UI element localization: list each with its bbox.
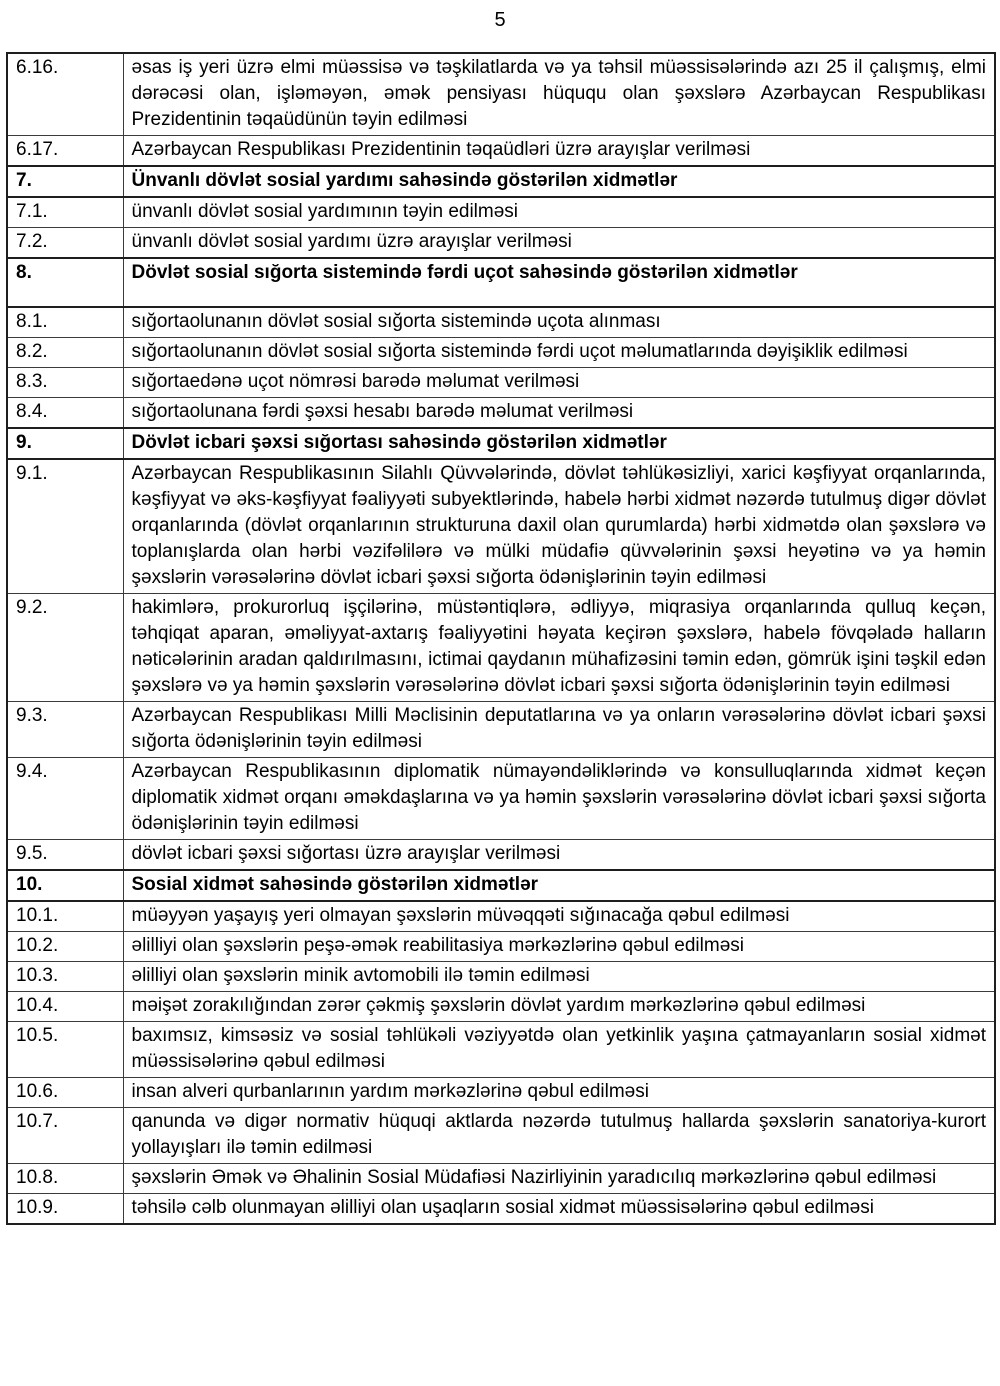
row-number-cell: 8. xyxy=(7,258,123,307)
row-number-cell: 8.4. xyxy=(7,398,123,429)
table-row xyxy=(7,594,995,702)
table-row xyxy=(7,398,995,429)
table-row xyxy=(7,368,995,398)
table-row xyxy=(7,1164,995,1194)
row-number-cell: 9.3. xyxy=(7,702,123,758)
row-text-cell: Dövlət sosial sığorta sistemində fərdi uçot sahəsində göstərilən xidmətlər xyxy=(123,258,995,307)
row-text-cell: sığortaolunana fərdi şəxsi hesabı barədə məlumat verilməsi xyxy=(123,398,995,429)
row-number-cell: 9.5. xyxy=(7,840,123,871)
row-text-cell: Dövlət icbari şəxsi sığortası sahəsində göstərilən xidmətlər xyxy=(123,428,995,459)
row-text-cell: sığortaolunanın dövlət sosial sığorta sistemində uçota alınması xyxy=(123,307,995,338)
row-number-cell: 10.1. xyxy=(7,901,123,932)
row-text-cell: əlilliyi olan şəxslərin peşə-əmək reabilitasiya mərkəzlərinə qəbul edilməsi xyxy=(123,932,995,962)
row-number-cell: 9.1. xyxy=(7,459,123,594)
row-text-cell: müəyyən yaşayış yeri olmayan şəxslərin müvəqqəti sığınacağa qəbul edilməsi xyxy=(123,901,995,932)
row-number-cell: 9.4. xyxy=(7,758,123,840)
row-number-cell: 10.2. xyxy=(7,932,123,962)
table-row xyxy=(7,307,995,338)
row-text-cell: Sosial xidmət sahəsində göstərilən xidmətlər xyxy=(123,870,995,901)
row-text-cell: Azərbaycan Respublikası Milli Məclisinin deputatlarına və ya onların vərəsələrinə dövlət icbari şəxsi sığorta ödənişlərinin təyin edilməsi xyxy=(123,702,995,758)
row-text-cell: ünvanlı dövlət sosial yardımı üzrə arayışlar verilməsi xyxy=(123,228,995,259)
row-text-cell: dövlət icbari şəxsi sığortası üzrə arayışlar verilməsi xyxy=(123,840,995,871)
table-row xyxy=(7,870,995,901)
row-number-cell: 10.4. xyxy=(7,992,123,1022)
table-row xyxy=(7,1078,995,1108)
row-text-cell: Ünvanlı dövlət sosial yardımı sahəsində göstərilən xidmətlər xyxy=(123,166,995,197)
row-text-cell: ünvanlı dövlət sosial yardımının təyin edilməsi xyxy=(123,197,995,228)
table-row xyxy=(7,428,995,459)
row-number-cell: 6.16. xyxy=(7,53,123,136)
table-row xyxy=(7,1022,995,1078)
row-number-cell: 8.2. xyxy=(7,338,123,368)
table-row xyxy=(7,166,995,197)
table-row xyxy=(7,136,995,167)
row-number-cell: 6.17. xyxy=(7,136,123,167)
table-row xyxy=(7,901,995,932)
row-number-cell: 8.3. xyxy=(7,368,123,398)
table-row xyxy=(7,228,995,259)
table-row xyxy=(7,258,995,307)
row-text-cell: əsas iş yeri üzrə elmi müəssisə və təşkilatlarda və ya təhsil müəssisələrində azı 25 il çalışmış, elmi dərəcəsi olan, işləməyən, əmək pensiyası hüququ olan şəxslərə Azərbaycan Respublikası Prezidentinin təqaüdünün təyin edilməsi xyxy=(123,53,995,136)
row-text-cell: məişət zorakılığından zərər çəkmiş şəxslərin dövlət yardım mərkəzlərinə qəbul edilməsi xyxy=(123,992,995,1022)
row-number-cell: 10.3. xyxy=(7,962,123,992)
row-number-cell: 10.8. xyxy=(7,1164,123,1194)
page-number: 5 xyxy=(494,9,506,31)
row-text-cell: sığortaolunanın dövlət sosial sığorta sistemində fərdi uçot məlumatlarında dəyişiklik edilməsi xyxy=(123,338,995,368)
row-number-cell: 7.1. xyxy=(7,197,123,228)
row-text-cell: Azərbaycan Respublikasının diplomatik nümayəndəliklərində və konsulluqlarında xidmət keçən diplomatik xidmət orqanı əməkdaşlarına və ya həmin şəxslərin vərəsələrinə dövlət icbari şəxsi sığorta ödənişlərinin təyin edilməsi xyxy=(123,758,995,840)
row-number-cell: 9.2. xyxy=(7,594,123,702)
row-text-cell: Azərbaycan Respublikası Prezidentinin təqaüdləri üzrə arayışlar verilməsi xyxy=(123,136,995,167)
table-row xyxy=(7,840,995,871)
row-text-cell: baxımsız, kimsəsiz və sosial təhlükəli vəziyyətdə olan yetkinlik yaşına çatmayanların sosial xidmət müəssisələrinə qəbul edilməsi xyxy=(123,1022,995,1078)
table-row xyxy=(7,197,995,228)
table-row xyxy=(7,992,995,1022)
row-text-cell: şəxslərin Əmək və Əhalinin Sosial Müdafiəsi Nazirliyinin yaradıcılıq mərkəzlərinə qəbul edilməsi xyxy=(123,1164,995,1194)
row-number-cell: 10. xyxy=(7,870,123,901)
row-text-cell: Azərbaycan Respublikasının Silahlı Qüvvələrində, dövlət təhlükəsizliyi, xarici kəşfiyyat orqanlarında, kəşfiyyat və əks-kəşfiyyat fəaliyyəti subyektlərində, habelə hərbi xidmət nəzərdə tutulmuş digər dövlət orqanlarında (dövlət orqanlarının strukturuna daxil olan qurumlarda) hərbi xidmətdə olan şəxslərə və toplanışlarda olan hərbi vəzifəlilərə və mülki müdafiə qüvvələrinin şəxsi heyətinə və ya həmin şəxslərin vərəsələrinə dövlət icbari şəxsi sığorta ödənişlərinin təyin edilməsi xyxy=(123,459,995,594)
row-text-cell: sığortaedənə uçot nömrəsi barədə məlumat verilməsi xyxy=(123,368,995,398)
row-text-cell: əlilliyi olan şəxslərin minik avtomobili ilə təmin edilməsi xyxy=(123,962,995,992)
row-number-cell: 8.1. xyxy=(7,307,123,338)
row-text-cell: təhsilə cəlb olunmayan əlilliyi olan uşaqların sosial xidmət müəssisələrinə qəbul edilməsi xyxy=(123,1194,995,1225)
row-number-cell: 10.7. xyxy=(7,1108,123,1164)
table-row xyxy=(7,1108,995,1164)
table-row xyxy=(7,932,995,962)
row-text-cell: qanunda və digər normativ hüquqi aktlarda nəzərdə tutulmuş hallarda şəxslərin sanatoriya-kurort yollayışları ilə təmin edilməsi xyxy=(123,1108,995,1164)
row-number-cell: 10.6. xyxy=(7,1078,123,1108)
services-table xyxy=(6,52,996,1225)
row-number-cell: 7.2. xyxy=(7,228,123,259)
row-text-cell: insan alveri qurbanlarının yardım mərkəzlərinə qəbul edilməsi xyxy=(123,1078,995,1108)
table-row xyxy=(7,962,995,992)
row-number-cell: 7. xyxy=(7,166,123,197)
table-row xyxy=(7,53,995,136)
row-number-cell: 10.5. xyxy=(7,1022,123,1078)
table-row xyxy=(7,338,995,368)
row-number-cell: 10.9. xyxy=(7,1194,123,1225)
row-text-cell: hakimlərə, prokurorluq işçilərinə, müstəntiqlərə, ədliyyə, miqrasiya orqanlarında qulluq keçən, təhqiqat aparan, əməliyyat-axtarış fəaliyyətini həyata keçirən şəxslərə, habelə fövqəladə halların nəticələrinin aradan qaldırılmasını, ictimai qaydanın mühafizəsini təmin edən, gömrük işini təşkil edən şəxslərə və ya həmin şəxslərin vərəsələrinə dövlət icbari şəxsi sığorta ödənişlərinin təyin edilməsi xyxy=(123,594,995,702)
table-row xyxy=(7,459,995,594)
row-number-cell: 9. xyxy=(7,428,123,459)
services-table-body xyxy=(7,53,995,1224)
table-row xyxy=(7,758,995,840)
table-row xyxy=(7,1194,995,1225)
table-row xyxy=(7,702,995,758)
